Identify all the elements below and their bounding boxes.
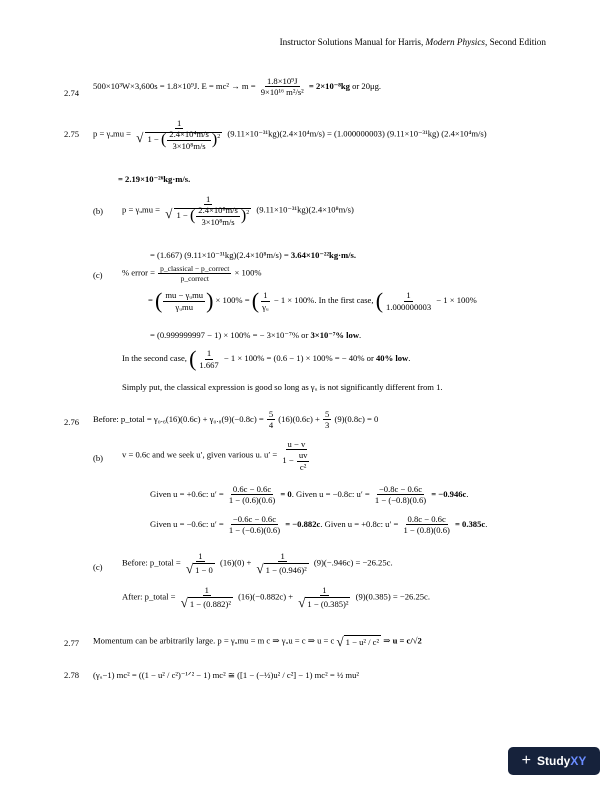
eq-lead: p = γᵤmu =	[122, 204, 161, 215]
radicand: 1 − ( $\frac{\text{2.4×10⁸m/s}}{\text{3×10⁸m/s}}$ )$^2$	[176, 205, 250, 227]
gamma-fraction	[134, 118, 224, 151]
eq-rest: − 1 × 100% = (0.6 − 1) × 100% = − 40% or	[223, 352, 374, 363]
fraction	[323, 409, 331, 431]
problem-2-75-c-line4: In the second case, ( $\frac{1}{1.667}$ − 1 × 100% = (0.6 − 1) × 100% = − 40% or 40% low.	[122, 346, 411, 371]
denominator: 9×10¹⁶ m²/s²	[260, 87, 304, 98]
eq-lead: In the second case,	[122, 352, 187, 363]
result-tail: or 20μg.	[352, 80, 382, 91]
summary-text: Simply put, the classical expression is good so long as γᵤ is not significantly different from 1.	[122, 382, 443, 392]
denominator: 1.667	[199, 359, 219, 370]
velocity-fraction	[280, 439, 312, 472]
result: = 2.19×10⁻²⁶kg·m/s.	[118, 174, 191, 184]
problem-2-75-b-line2	[150, 250, 356, 260]
result: = −0.946c	[431, 488, 467, 499]
radical	[184, 562, 217, 575]
numerator: 1	[406, 290, 411, 301]
radicand: 1 − u² / c²	[345, 637, 380, 647]
denominator: 3×10⁸m/s	[172, 140, 206, 151]
eq-rest: (9.11×10⁻³¹kg)(2.4×10⁴m/s) = (1.000000003) (9.11×10⁻³¹kg) (2.4×10⁴m/s)	[227, 128, 487, 139]
eq-tail: × 100%	[234, 267, 262, 278]
denominator: 3×10⁸m/s	[201, 216, 235, 227]
eq-lead: p = γᵤmu =	[93, 128, 132, 139]
denominator: 1 − (−0.8)(0.6)	[374, 495, 427, 506]
eq-mid: (16)(−0.882c) +	[238, 591, 294, 602]
numerator: 1	[263, 290, 268, 301]
eq-line: 500×10³W×3,600s = 1.8×10⁹J. E = mc² → m =	[93, 80, 256, 91]
result: = 2×10⁻⁸kg	[308, 80, 350, 91]
eq-end: (9)(0.385) = −26.25c.	[355, 591, 431, 602]
eq-tail: − 1 × 100%. In the first case,	[273, 294, 374, 305]
fraction	[259, 76, 306, 98]
numerator: 1	[322, 585, 327, 595]
numerator: 1	[206, 194, 211, 204]
sqrt-symbol: √	[298, 595, 306, 611]
problem-number: 2.74	[64, 88, 80, 98]
radical	[134, 129, 224, 151]
denominator: 3	[325, 420, 330, 431]
sqrt-symbol: √	[180, 595, 188, 611]
fraction	[179, 585, 235, 610]
result: 3×10⁻⁷% low	[310, 330, 360, 340]
radical	[179, 596, 235, 609]
problem-2-76-line1	[93, 409, 378, 431]
numerator: uv	[298, 450, 308, 461]
problem-2-75-c-line2: = ( $\frac{\text{mu − γᵤmu}}{\text{γᵤmu}}$ ) × 100% = ( $\frac{1}{\text{γᵤ}}$ − 1 × 100%. In the first case, ( $\frac{1}{1.000000003}$ − 1 × 100%	[148, 288, 477, 313]
eq-end: (9)(−.946c) = −26.25c.	[313, 557, 393, 568]
fraction	[163, 290, 205, 312]
radical	[296, 596, 352, 609]
radicand: 1 − ( $\frac{\text{2.4×10⁴m/s}}{\text{3×10⁸m/s}}$ )$^2$	[147, 129, 221, 151]
page-header	[280, 37, 546, 48]
plus-icon: +	[521, 752, 531, 769]
numerator: −0.6c − 0.6c	[232, 514, 277, 524]
studyxy-logo	[508, 747, 600, 775]
problem-2-78: (γᵤ−1) mc² = ((1 − u² / c²)⁻¹ᐟ² − 1) mc² ≅ ([1 − (−½)u² / c²] − 1) mc² = ½ mu²	[93, 670, 359, 680]
radicand: 1 − (0.946)²	[265, 565, 307, 576]
eq-line: Momentum can be arbitrarily large. p = γᵤmu = m c ⇒ γᵤu = c ⇒ u = c	[93, 635, 335, 646]
result: 3.64×10⁻²²kg·m/s.	[290, 250, 357, 260]
header-suffix: , Second Edition	[485, 37, 546, 47]
problem-2-76-b	[122, 439, 313, 472]
part-label: (b)	[93, 206, 104, 216]
problem-2-77	[93, 635, 422, 648]
problem-2-76-c-before	[122, 551, 393, 576]
numerator: 2.4×10⁸m/s	[198, 205, 238, 216]
problem-2-75-c-line3: = (0.999999997 − 1) × 100% = − 3×10⁻⁷% or 3×10⁻⁷% low.	[150, 330, 362, 340]
fraction	[267, 409, 275, 431]
denominator: p_correct	[180, 274, 209, 283]
sqrt-symbol: √	[336, 634, 344, 649]
fraction	[384, 290, 433, 312]
numerator: 1.8×10⁹J	[266, 76, 298, 86]
problem-number: 2.76	[64, 417, 80, 427]
eq-line: = (1.667) (9.11×10⁻³¹kg)(2.4×10⁸m/s) =	[150, 250, 289, 260]
eq-mid: (16)(0.6c) +	[278, 413, 320, 424]
problem-2-76-c-after	[122, 585, 430, 610]
problem-number: 2.78	[64, 670, 80, 680]
part-label: (b)	[93, 453, 104, 463]
result: u = c/√2	[392, 635, 422, 646]
denominator: γᵤ	[262, 301, 269, 312]
problem-2-76-b-row1: Given u = +0.6c: u′ = $\frac{0.6c - 0.6c}{1 - (0.6)(0.6)}$ = 0. Given u = −0.8c: u′ = $\frac{-0.8c - 0.6c}{1 - (-0.8)(0.6)}$ = −0.946c.	[150, 484, 469, 506]
eq-lead: After: p_total =	[122, 591, 176, 602]
numerator: p_classical − p_correct	[160, 264, 230, 273]
problem-2-74	[93, 76, 381, 98]
numerator: mu − γᵤmu	[165, 290, 204, 301]
numerator: 2.4×10⁴m/s	[169, 129, 209, 140]
numerator: 0.6c − 0.6c	[232, 484, 272, 494]
eq-lead: Before: p_total = γ₀.₆(16)(0.6c) + γ₀.₈(9)(−0.8c) =	[93, 413, 264, 424]
eq-lead: % error =	[122, 267, 155, 278]
denominator: c²	[299, 461, 307, 472]
fraction	[401, 514, 451, 536]
denominator: γᵤmu	[175, 301, 193, 312]
fraction	[197, 348, 220, 370]
result: = 0	[280, 488, 292, 499]
problem-2-75-c	[122, 264, 262, 283]
brand-accent-text: XY	[570, 753, 587, 768]
numerator: u − v	[287, 439, 306, 449]
numerator: 1	[177, 118, 182, 128]
denominator-prefix: 1 −	[282, 455, 294, 466]
eq-end: − 1 × 100%	[436, 294, 477, 305]
gamma-fraction	[163, 194, 253, 227]
problem-2-75-b	[122, 194, 354, 227]
sqrt-symbol: √	[165, 206, 173, 222]
radical	[163, 205, 253, 227]
denominator: 1 − (0.8)(0.6)	[403, 525, 450, 536]
eq-lead: Before: p_total =	[122, 557, 181, 568]
result: = 0.385c	[455, 518, 486, 529]
header-prefix: Instructor Solutions Manual for Harris,	[279, 37, 426, 47]
numerator: 5	[268, 409, 274, 419]
numerator: 1	[204, 585, 209, 595]
numerator: 1	[198, 551, 203, 561]
numerator: 5	[325, 409, 330, 419]
denominator: 1 − (−0.6)(0.6)	[228, 525, 281, 536]
eq-end: (9)(0.8c) = 0	[334, 413, 379, 424]
part-label: (c)	[93, 562, 103, 572]
fraction	[373, 484, 428, 506]
fraction	[260, 290, 271, 312]
numerator: 1	[280, 551, 285, 561]
eq-mid: (16)(0) +	[219, 557, 252, 568]
fraction	[296, 585, 352, 610]
numerator: −0.8c − 0.6c	[378, 484, 423, 494]
fraction	[227, 514, 282, 536]
problem-number: 2.77	[64, 638, 80, 648]
result: = −0.882c	[285, 518, 321, 529]
eq-rest: (9.11×10⁻³¹kg)(2.4×10⁸m/s)	[256, 204, 354, 215]
denominator: 4	[268, 420, 274, 431]
eq-line: = (0.999999997 − 1) × 100% = − 3×10⁻⁷% or	[150, 330, 309, 340]
denominator: 1 − (0.6)(0.6)	[228, 495, 276, 506]
fraction	[227, 484, 277, 506]
sqrt-symbol: √	[256, 561, 264, 577]
eq-mid: × 100% =	[215, 294, 250, 305]
numerator: 0.8c − 0.6c	[407, 514, 446, 524]
brand-text: Study	[536, 753, 571, 768]
eq-line: v = 0.6c and we seek u′, given various u. u′ =	[122, 449, 278, 460]
given-text: . Given u = −0.8c: u′ =	[291, 488, 370, 499]
radical	[254, 562, 310, 575]
sqrt-symbol: √	[136, 130, 144, 146]
radicand: 1 − (0.385)²	[307, 599, 349, 610]
radicand: 1 − 0	[195, 565, 213, 576]
part-label: (c)	[93, 270, 103, 280]
denominator	[280, 450, 312, 472]
given-text: Given u = −0.6c: u′ =	[150, 518, 224, 529]
problem-2-76-b-row2: Given u = −0.6c: u′ = $\frac{-0.6c - 0.6c}{1 - (-0.6)(0.6)}$ = −0.882c. Given u = +0.8c: u′ = $\frac{0.8c - 0.6c}{1 - (0.8)(0.6)}$ = 0.385c.	[150, 514, 488, 536]
fraction	[254, 551, 310, 576]
radical	[337, 635, 382, 648]
sqrt-symbol: √	[185, 561, 194, 577]
problem-2-75-line1	[93, 118, 487, 151]
given-text: . Given u = +0.8c: u′ =	[320, 518, 399, 529]
result: 40% low	[375, 352, 409, 363]
radicand: 1 − (0.882)²	[189, 599, 231, 610]
fraction	[184, 551, 217, 576]
problem-number: 2.75	[64, 129, 80, 139]
denominator: 1.000000003	[386, 301, 432, 312]
given-text: Given u = +0.6c: u′ =	[150, 488, 224, 499]
numerator: 1	[206, 348, 212, 359]
header-book-title: Modern Physics	[425, 37, 485, 47]
error-fraction	[158, 264, 231, 283]
implies-symbol: ⇒	[383, 635, 391, 646]
